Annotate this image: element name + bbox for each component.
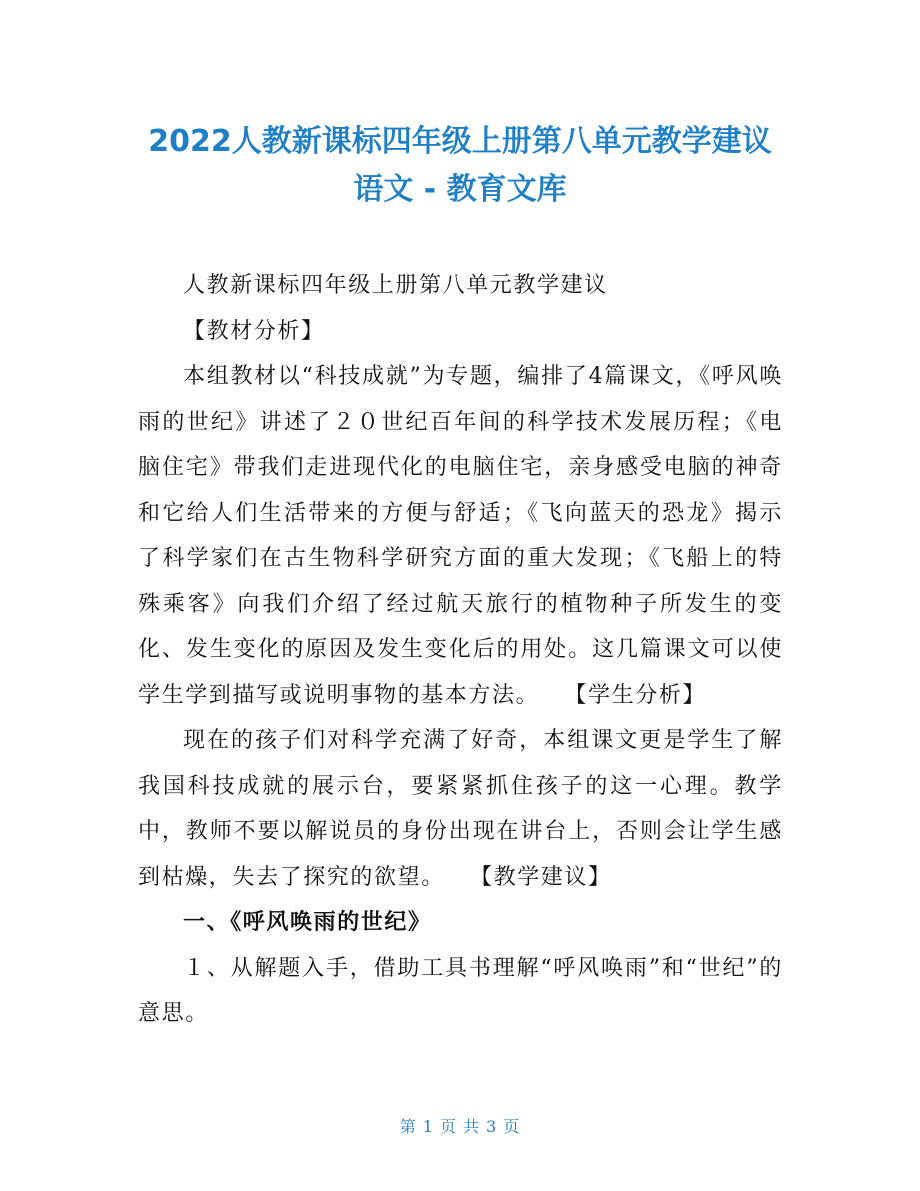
section-heading-materials: 【教材分析】 [183,318,325,344]
title-line-2: 语文 - 教育文库 [353,172,567,207]
title-line-1: 2022人教新课标四年级上册第八单元教学建议 [148,124,772,159]
lesson-step-paragraph: １、从解题入手，借助工具书理解“呼风唤雨”和“世纪”的意思。 [138,955,783,1026]
footer-current-page: 1 [422,1117,434,1136]
student-analysis-paragraph: 现在的孩子们对科学充满了好奇，本组课文更是学生了解我国科技成就的展示台，要紧紧抓住孩子的这一心理。教学中，教师不要以解说员的身份出现在讲台上，否则会让学生感到枯燥，失去了探究的欲望。 【教学建议】 [138,728,783,890]
footer-suffix: 页 [503,1117,521,1136]
materials-analysis-paragraph: 本组教材以“科技成就”为专题，编排了4篇课文，《呼风唤雨的世纪》讲述了２０世纪百年间的科学技术发展历程；《电脑住宅》带我们走进现代化的电脑住宅，亲身感受电脑的神奇和它给人们生活带来的方便与舒适；《飞向蓝天的恐龙》揭示了科学家们在古生物科学研究方面的重大发现；《飞船上的特殊乘客》向我们介绍了经过航天旅行的植物种子所发生的变化、发生变化的原因及发生变化后的用处。这几篇课文可以使学生学到描写或说明事物的基本方法。 【学生分析】 [138,364,783,708]
footer-prefix: 第 [399,1117,417,1136]
document-title [100,118,820,214]
lesson-heading: 一、《呼风唤雨的世纪》 [183,909,432,935]
page-footer [0,1114,920,1137]
document-body [138,263,783,1037]
footer-mid: 页 共 [439,1117,481,1136]
footer-total-pages: 3 [486,1117,498,1136]
subtitle-paragraph: 人教新课标四年级上册第八单元教学建议 [183,273,608,298]
